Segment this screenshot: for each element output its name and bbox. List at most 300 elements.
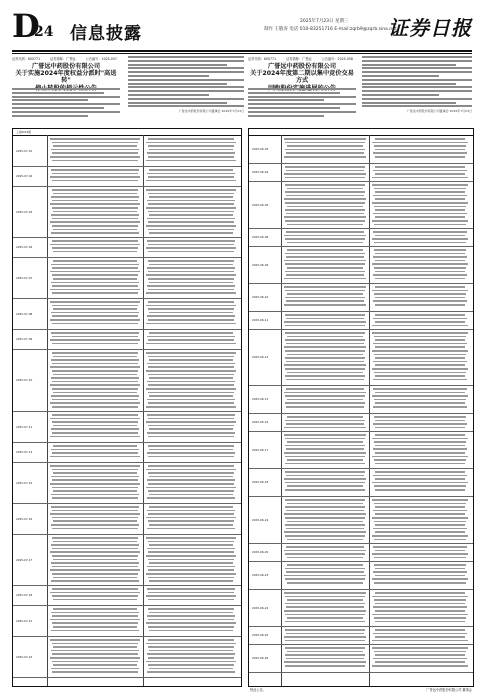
text-line <box>147 479 235 481</box>
text-line <box>148 626 235 628</box>
text-line <box>53 541 137 543</box>
text-line <box>285 499 364 501</box>
text-line <box>52 653 137 655</box>
text-line <box>148 657 233 659</box>
text-line <box>52 370 139 372</box>
text-line <box>52 352 139 354</box>
text-line <box>53 520 137 522</box>
text-line <box>285 357 366 359</box>
text-line <box>51 524 139 526</box>
text-line <box>148 483 233 485</box>
text-line <box>51 196 139 198</box>
text-line <box>148 646 235 648</box>
text-line <box>372 220 468 222</box>
text-line <box>52 336 137 338</box>
text-line <box>148 619 233 621</box>
text-line <box>374 336 467 338</box>
text-line <box>52 487 139 489</box>
text-line <box>375 568 464 570</box>
notice-number: 公告编号：2025-057 <box>85 57 117 61</box>
text-line <box>375 636 466 638</box>
text-line <box>148 251 235 253</box>
text-line <box>148 513 233 515</box>
text-line <box>285 238 364 240</box>
text-line <box>287 145 363 147</box>
table-row <box>13 299 241 330</box>
text-line <box>287 249 363 251</box>
text-line <box>285 395 364 397</box>
editor-contact: 制作 王敬涛 电话 010-83251716 E-mail:zqrb9@zqrb.sina.net <box>264 27 397 32</box>
text-line <box>146 352 236 354</box>
text-line <box>148 402 233 404</box>
row-date: 2025-07-22 <box>16 654 33 659</box>
text-line <box>374 485 467 487</box>
text-line <box>51 506 139 508</box>
text-line <box>50 366 140 368</box>
table-row <box>13 350 241 412</box>
table-row <box>13 258 241 299</box>
text-line <box>148 608 235 610</box>
text-line <box>146 487 236 489</box>
text-line <box>52 160 139 162</box>
text-line <box>375 314 464 316</box>
text-line <box>51 312 139 314</box>
text-line <box>148 425 235 427</box>
table-row <box>13 535 241 586</box>
text-line <box>51 232 139 234</box>
text-line <box>146 292 236 294</box>
text-line <box>53 626 137 628</box>
text-line <box>285 578 364 580</box>
stock-code: 证券代码：600771 <box>248 57 277 61</box>
text-line <box>286 448 364 450</box>
text-line <box>375 253 464 255</box>
text-line <box>285 166 366 168</box>
text-line <box>372 184 468 186</box>
table-row <box>13 167 241 187</box>
text-line <box>287 399 363 401</box>
row-date: 2025-06-25 <box>252 633 269 637</box>
text-line <box>375 427 466 429</box>
text-line <box>287 521 363 523</box>
text-line <box>285 149 366 151</box>
text-line <box>147 653 235 655</box>
row-date: 2025-07-15 <box>16 480 33 485</box>
text-line <box>374 582 467 584</box>
text-line <box>285 456 364 458</box>
text-line <box>372 202 468 204</box>
text-line <box>146 406 236 408</box>
text-line <box>286 406 364 408</box>
row-date: 2025-06-18 <box>252 480 269 484</box>
text-line <box>373 423 467 425</box>
table-row <box>249 182 473 229</box>
text-line <box>372 142 468 144</box>
text-line <box>372 395 468 397</box>
text-line <box>149 232 233 234</box>
text-line <box>53 308 137 310</box>
text-line <box>52 173 137 175</box>
text-line <box>53 145 137 147</box>
text-line <box>285 297 366 299</box>
text-line <box>146 537 236 539</box>
row-date: 2025-06-11 <box>252 318 269 322</box>
table-row <box>13 443 241 463</box>
text-line <box>50 592 140 594</box>
text-line <box>287 206 363 208</box>
table-row <box>13 463 241 504</box>
text-line <box>50 244 140 246</box>
text-line <box>50 418 140 420</box>
text-line <box>149 544 233 546</box>
text-line <box>52 363 137 365</box>
text-line <box>285 506 366 508</box>
text-line <box>52 497 137 499</box>
text-line <box>148 289 233 291</box>
row-date: 2025-06-17 <box>252 447 269 452</box>
text-line <box>373 633 467 635</box>
text-line <box>147 285 235 287</box>
text-line <box>284 575 366 577</box>
text-line <box>147 315 235 317</box>
text-line <box>285 220 364 222</box>
text-line <box>286 361 364 363</box>
text-line <box>375 445 464 447</box>
text-line <box>375 235 466 237</box>
text-line <box>146 180 236 182</box>
text-line <box>286 300 364 302</box>
text-line <box>147 588 235 590</box>
text-line <box>149 312 233 314</box>
text-line <box>52 555 139 557</box>
text-line <box>287 372 363 374</box>
text-line <box>50 657 140 659</box>
row-date: 2025-07-14 <box>16 450 33 454</box>
text-line <box>374 188 467 190</box>
text-line <box>285 438 364 440</box>
row-date: 2025-06-20 <box>252 550 269 554</box>
text-line <box>287 564 363 566</box>
text-line <box>373 571 467 573</box>
text-line <box>285 524 366 526</box>
text-line <box>374 651 467 653</box>
text-line <box>147 432 235 434</box>
text-line <box>374 599 467 601</box>
text-line <box>286 256 364 258</box>
row-date: 2025-06-04 <box>252 170 269 174</box>
text-line <box>149 359 233 361</box>
announcement-body-col2 <box>362 56 472 113</box>
text-line <box>52 469 139 471</box>
table-row <box>249 247 473 284</box>
text-line <box>374 224 467 226</box>
text-line <box>147 173 235 175</box>
text-line <box>374 372 467 374</box>
row-date: 2025-07-21 <box>16 618 33 623</box>
text-line <box>286 152 364 154</box>
text-line <box>148 559 235 561</box>
text-line <box>287 354 363 356</box>
row-date: 2025-07-16 <box>16 516 33 521</box>
text-line <box>372 263 468 265</box>
page-header <box>12 8 472 48</box>
text-line <box>375 603 464 605</box>
text-line <box>284 592 366 594</box>
text-line <box>375 610 466 612</box>
text-line <box>149 630 233 632</box>
text-line <box>146 421 236 423</box>
text-line <box>375 138 466 140</box>
stock-short-name: 证券简称：广誉远 <box>286 57 312 61</box>
row-date: 2025-06-23 <box>252 573 269 577</box>
announcement-signature: 广誉远中药股份有限公司董事会 2025年7月23日 <box>178 109 244 114</box>
title-line: 广誉远中药股份有限公司 <box>267 63 337 70</box>
text-line <box>53 260 137 262</box>
text-line <box>285 202 364 204</box>
text-line <box>146 622 236 624</box>
text-line <box>146 189 236 191</box>
text-line <box>52 548 137 550</box>
table-row <box>13 586 241 606</box>
text-line <box>51 332 139 334</box>
text-line <box>374 539 467 541</box>
text-line <box>372 553 468 555</box>
board-signature: 广誉远中药股份有限公司 董事会 <box>426 688 472 692</box>
text-line <box>52 479 137 481</box>
text-line <box>147 363 235 365</box>
text-line <box>372 332 468 334</box>
row-date: 2025-06-12 <box>252 355 269 359</box>
text-line <box>287 582 363 584</box>
text-line <box>51 562 139 564</box>
text-line <box>287 651 363 653</box>
text-line <box>147 152 235 154</box>
text-line <box>147 200 235 202</box>
text-line <box>375 513 466 515</box>
table-row <box>249 284 473 312</box>
text-line <box>375 592 466 594</box>
text-line <box>51 169 139 171</box>
text-line <box>146 388 236 390</box>
row-date: 2025-06-19 <box>252 517 269 522</box>
text-line <box>50 203 140 205</box>
text-line <box>285 654 366 656</box>
text-line <box>147 267 235 269</box>
text-line <box>286 633 364 635</box>
text-line <box>286 388 364 390</box>
text-line <box>287 188 363 190</box>
text-line <box>284 346 366 348</box>
text-line <box>373 406 467 408</box>
announcement-body-col2 <box>128 56 244 113</box>
text-line <box>148 301 233 303</box>
text-line <box>373 448 467 450</box>
table-row <box>249 312 473 330</box>
text-line <box>374 416 467 418</box>
text-line <box>149 668 233 670</box>
text-line <box>375 364 466 366</box>
text-line <box>286 658 364 660</box>
text-line <box>52 566 137 568</box>
text-line <box>148 520 235 522</box>
text-line <box>286 475 364 477</box>
text-line <box>287 224 363 226</box>
text-line <box>286 546 364 548</box>
text-line <box>50 551 140 553</box>
text-line <box>287 336 363 338</box>
text-line <box>374 521 467 523</box>
text-line <box>50 289 140 291</box>
text-line <box>373 170 467 172</box>
text-line <box>50 221 140 223</box>
text-line <box>52 671 137 673</box>
text-line <box>285 142 364 144</box>
text-line <box>147 528 235 530</box>
text-line <box>53 251 137 253</box>
text-line <box>285 445 366 447</box>
text-line <box>148 308 235 310</box>
text-line <box>286 510 364 512</box>
text-line <box>149 264 233 266</box>
row-date: 2025-06-06 <box>252 235 269 239</box>
row-date: 2025-07-11 <box>16 424 33 429</box>
row-date: 2025-07-07 <box>16 275 33 280</box>
text-line <box>52 274 139 276</box>
text-line <box>375 629 464 631</box>
text-line <box>50 156 140 158</box>
text-line <box>284 531 366 533</box>
text-line <box>148 229 235 231</box>
text-line <box>286 274 364 276</box>
text-line <box>148 138 233 140</box>
text-line <box>375 478 466 480</box>
text-line <box>148 577 235 579</box>
text-line <box>146 343 236 345</box>
text-line <box>53 211 137 213</box>
table-row <box>249 645 473 673</box>
text-line <box>146 305 236 307</box>
text-line <box>285 253 366 255</box>
text-line <box>149 149 233 151</box>
text-line <box>51 264 139 266</box>
text-line <box>51 612 139 614</box>
row-date: 2025-07-04 <box>16 245 33 249</box>
text-line <box>146 274 236 276</box>
text-line <box>372 640 468 642</box>
text-line <box>52 315 137 317</box>
text-line <box>51 149 139 151</box>
text-line <box>374 564 467 566</box>
text-line <box>52 595 139 597</box>
text-line <box>52 200 137 202</box>
text-line <box>374 441 467 443</box>
row-date: 2025-06-16 <box>252 420 269 424</box>
text-line <box>148 211 235 213</box>
text-line <box>285 629 366 631</box>
text-line <box>285 553 364 555</box>
table-row <box>13 330 241 350</box>
text-line <box>51 476 139 478</box>
text-line <box>372 325 468 327</box>
text-line <box>147 671 235 673</box>
text-line <box>51 668 139 670</box>
text-line <box>375 271 464 273</box>
text-line <box>53 599 137 601</box>
text-line <box>287 539 363 541</box>
text-line <box>284 156 366 158</box>
closing-note: 特此公告。 <box>250 688 266 692</box>
text-line <box>51 377 139 379</box>
text-line <box>148 436 233 438</box>
text-line <box>51 630 139 632</box>
text-line <box>287 617 363 619</box>
text-line <box>372 350 468 352</box>
text-line <box>50 402 140 404</box>
text-line <box>148 569 233 571</box>
text-line <box>285 184 364 186</box>
text-line <box>148 278 235 280</box>
text-line <box>52 406 139 408</box>
text-line <box>285 568 366 570</box>
row-date: 2025-07-17 <box>16 557 33 562</box>
text-line <box>285 463 366 465</box>
title-line: 广誉远中药股份有限公司 <box>31 63 101 70</box>
text-line <box>285 332 364 334</box>
text-line <box>287 267 363 269</box>
text-line <box>284 452 366 454</box>
text-line <box>53 374 137 376</box>
text-line <box>373 318 467 320</box>
text-line <box>149 580 233 582</box>
text-line <box>375 531 466 533</box>
text-line <box>373 213 467 215</box>
text-line <box>372 596 468 598</box>
text-line <box>53 445 137 447</box>
text-line <box>149 449 233 451</box>
text-line <box>287 242 363 244</box>
text-line <box>147 566 235 568</box>
text-line <box>286 195 364 197</box>
text-line <box>147 381 235 383</box>
text-line <box>284 434 366 436</box>
text-line <box>50 138 140 140</box>
text-line <box>52 267 137 269</box>
row-date: 2025-06-26 <box>252 656 269 660</box>
text-line <box>372 290 468 292</box>
text-line <box>284 661 366 663</box>
text-line <box>146 595 236 597</box>
text-line <box>374 242 467 244</box>
text-line <box>285 647 364 649</box>
text-line <box>285 177 364 179</box>
text-line <box>149 476 233 478</box>
text-line <box>52 225 139 227</box>
text-line <box>149 214 233 216</box>
text-line <box>52 292 139 294</box>
text-line <box>148 374 235 376</box>
text-line <box>374 557 467 559</box>
text-line <box>50 465 140 467</box>
table-header <box>249 129 473 136</box>
text-line <box>374 399 467 401</box>
text-line <box>148 145 235 147</box>
text-line <box>146 661 236 663</box>
row-date: 2025-07-08 <box>16 311 33 316</box>
text-line <box>53 490 137 492</box>
row-date: 2025-06-24 <box>252 605 269 610</box>
text-line <box>146 370 236 372</box>
text-line <box>285 325 364 327</box>
